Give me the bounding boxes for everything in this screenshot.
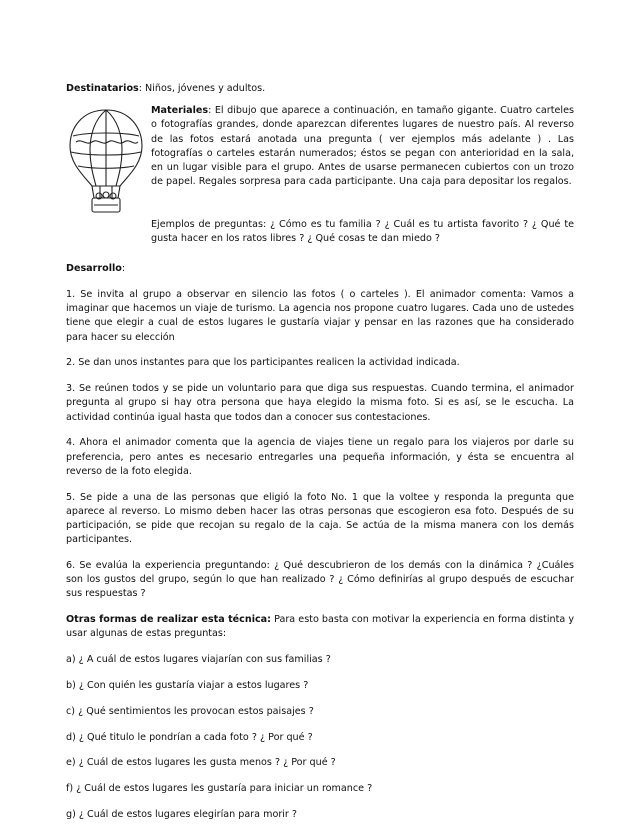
other-forms-label: Otras formas de realizar esta técnica: [66, 614, 271, 626]
development-colon: : [121, 263, 126, 275]
hot-air-balloon-icon [66, 106, 146, 222]
question-e: e) ¿ Cuál de estos lugares les gusta menos ? ¿ Por qué ? [66, 757, 336, 769]
materials-paragraph [151, 104, 574, 189]
step-4: 4. Ahora el animador comenta que la agencia de viajes tiene un regalo para los viajeros por darle su preferencia, pero antes es necesario entregarles una pequeña información, y ésta se encuentra al reverso de la foto elegida. [66, 437, 574, 477]
question-d: d) ¿ Qué titulo le pondrían a cada foto ? ¿ Por qué ? [66, 731, 313, 743]
question-c: c) ¿ Qué sentimientos les provocan estos paisajes ? [66, 705, 314, 717]
question-a: a) ¿ A cuál de estos lugares viajarían con sus familias ? [66, 654, 331, 666]
step-3: 3. Se reúnen todos y se pide un voluntario para que diga sus respuestas. Cuando termina, el animador pregunta al grupo si hay otra persona que haya elegido la misma foto. Si es así, se le escucha. La actividad continúa igual hasta que todos dan a conocer sus contestaciones. [66, 383, 574, 423]
question-g: g) ¿ Cuál de estos lugares elegirían para morir ? [66, 809, 298, 820]
document-page [66, 82, 574, 822]
audience-label: Destinatarios [66, 83, 139, 94]
step-6: 6. Se evalúa la experiencia preguntando: ¿ Qué descubrieron de los demás con la dinámica ? ¿Cuáles son los gustos del grupo, según lo que han realizado ? ¿ Cómo definirías al grupo después de escuchar sus respuestas ? [66, 560, 574, 600]
development-label: Desarrollo [66, 263, 122, 275]
audience-paragraph [66, 82, 574, 96]
materials-label: Materiales [151, 105, 209, 117]
step-2: 2. Se dan unos instantes para que los participantes realicen la actividad indicada. [66, 357, 460, 369]
question-b: b) ¿ Con quién les gustaría viajar a estos lugares ? [66, 680, 309, 692]
step-5: 5. Se pide a una de las personas que eligió la foto No. 1 que la voltee y responda la pregunta que aparece al reverso. Lo mismo deben hacer las otras personas que escogieron esa foto. Después de su participación, se pide que recojan su regalo de la caja. Se actúa de la misma manera con los demás participantes. [66, 491, 574, 546]
other-forms-text: Para esto basta con motivar la experiencia en forma distinta y usar algunas de estas preguntas: [66, 614, 574, 640]
question-f: f) ¿ Cuál de estos lugares les gustaría para iniciar un romance ? [66, 783, 373, 795]
materials-text: : El dibujo que aparece a continuación, en tamaño gigante. Cuatro carteles o fotografías grandes, donde aparezcan diferentes lugares de nuestro país. Al reverso de las fotos estará anotada una pregunta ( ver ejemplos más adelante ) . Las fotografías o carteles estarán numerados; éstos se pegan con anterioridad en la sala, en un lugar visible para el grupo. Antes de usarse permanecen cubiertos con un trozo de papel. Regales sorpresa para cada participante. Una caja para depositar los regalos. [151, 105, 574, 188]
materials-block [66, 104, 574, 262]
step-1: 1. Se invita al grupo a observar en silencio las fotos ( o carteles ). El animador comenta: Vamos a imaginar que hacemos un viaje de turismo. La agencia nos propone cuatro lugares. Cada uno de ustedes tiene que elegir a cual de estos lugares le gustaría viajar y pensar en las razones que ha considerado para hacer su elección [66, 289, 574, 343]
examples-paragraph: Ejemplos de preguntas: ¿ Cómo es tu familia ? ¿ Cuál es tu artista favorito ? ¿ Qué te gusta hacer en los ratos libres ? ¿ Qué cosas te dan miedo ? [151, 219, 574, 245]
audience-text: : Niños, jóvenes y adultos. [138, 83, 266, 94]
development-heading [66, 262, 574, 276]
other-forms-paragraph [66, 613, 574, 641]
